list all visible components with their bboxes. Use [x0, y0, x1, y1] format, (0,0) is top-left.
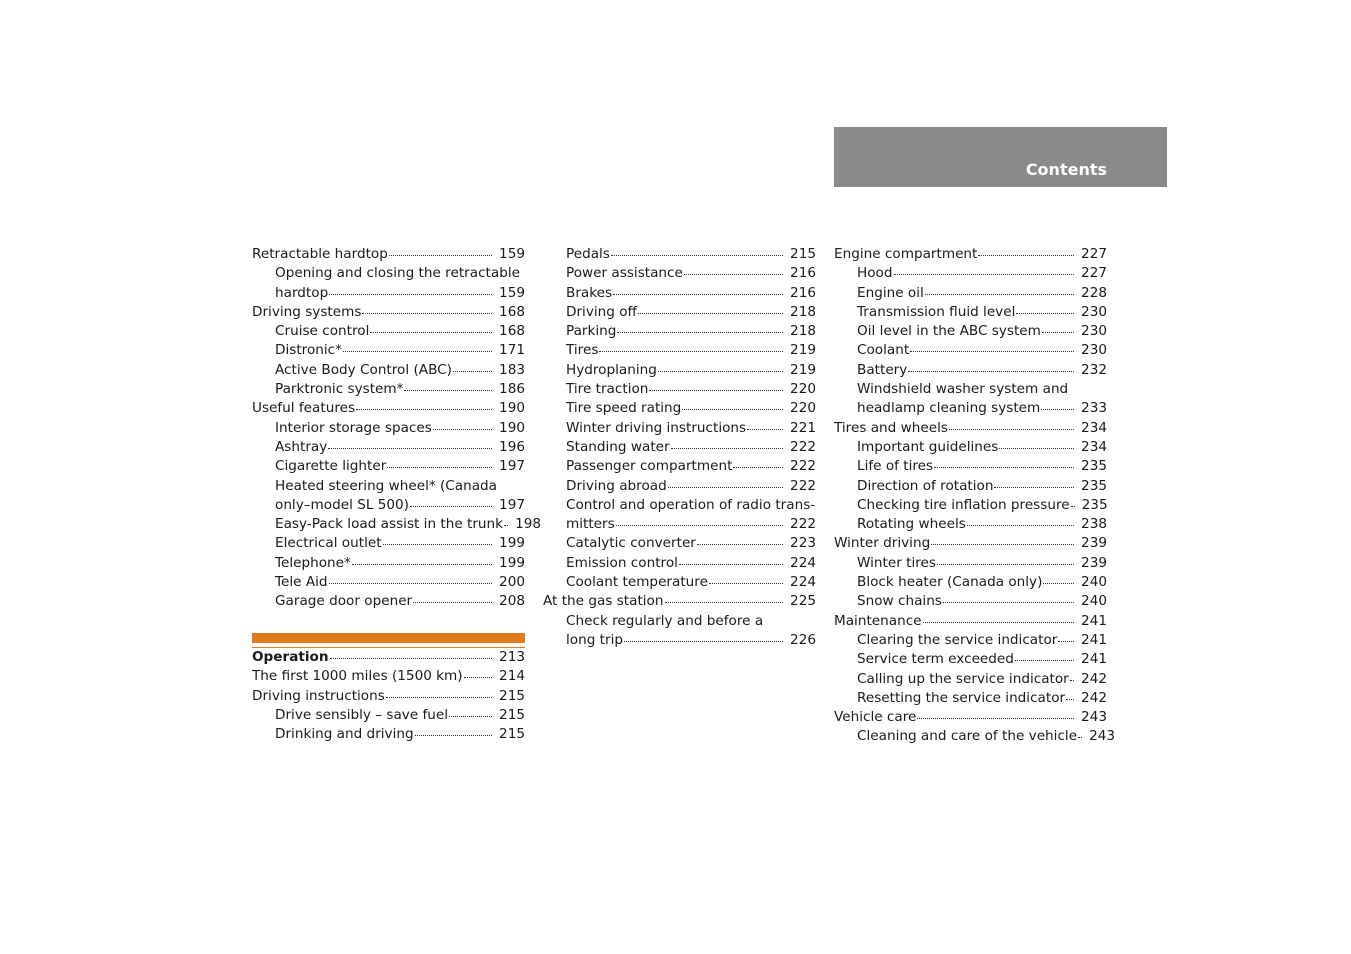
- toc-entry[interactable]: [252, 515, 542, 534]
- toc-entry[interactable]: [252, 706, 525, 725]
- toc-entry-page: 168: [499, 323, 525, 340]
- toc-entry-page: 215: [499, 726, 525, 743]
- toc-entry-title: headlamp cleaning system: [857, 400, 1041, 417]
- toc-entry-page: 241: [1081, 612, 1107, 629]
- toc-entry-title: At the gas station: [543, 593, 664, 610]
- dot-leader: [925, 294, 1074, 295]
- toc-entry-title: Opening and closing the retractable: [275, 265, 520, 282]
- dot-leader: [943, 602, 1074, 603]
- toc-entry-page: 235: [1081, 496, 1108, 513]
- toc-entry-title: The first 1000 miles (1500 km): [252, 668, 463, 685]
- dot-leader: [934, 467, 1074, 468]
- toc-entry-title: Snow chains: [857, 593, 942, 610]
- toc-entry-title: Cigarette lighter: [275, 458, 387, 475]
- dot-leader: [449, 716, 492, 717]
- toc-entry-page: 235: [1081, 458, 1107, 475]
- toc-entry-title: Resetting the service indicator: [857, 689, 1066, 706]
- toc-entry-page: 227: [1081, 265, 1107, 282]
- toc-entry[interactable]: [252, 284, 525, 303]
- toc-entry[interactable]: [543, 631, 816, 650]
- dot-leader: [747, 429, 783, 430]
- toc-entry-page: 227: [1081, 246, 1107, 262]
- dot-leader: [733, 467, 783, 468]
- toc-entry-page: 241: [1081, 651, 1107, 668]
- toc-entry-title: Standing water: [566, 438, 670, 455]
- toc-entry[interactable]: [543, 245, 816, 264]
- dot-leader: [370, 332, 492, 333]
- toc-entry[interactable]: [543, 534, 816, 553]
- toc-entry[interactable]: [252, 648, 525, 667]
- dot-leader: [999, 448, 1074, 449]
- toc-entry-page: 216: [790, 284, 816, 301]
- toc-entry-title: Tires and wheels: [834, 419, 948, 436]
- toc-entry-title: Pedals: [566, 246, 610, 262]
- toc-entry[interactable]: [252, 341, 525, 360]
- dot-leader: [356, 409, 492, 410]
- toc-entry-title: Check regularly and before a: [566, 612, 764, 629]
- toc-entry-page: 222: [790, 516, 816, 533]
- toc-entry[interactable]: [834, 573, 1107, 592]
- toc-entry-title: Easy-Pack load assist in the trunk: [275, 516, 504, 533]
- toc-entry-title: Cruise control: [275, 323, 370, 340]
- toc-entry[interactable]: [252, 457, 525, 476]
- toc-entry[interactable]: [834, 708, 1107, 727]
- dot-leader: [352, 564, 492, 565]
- dot-leader: [616, 525, 783, 526]
- dot-leader: [978, 255, 1074, 256]
- toc-entry[interactable]: [252, 419, 525, 438]
- toc-entry-page: 198: [515, 516, 542, 533]
- toc-entry[interactable]: [543, 399, 816, 418]
- toc-entry-title: Parktronic system*: [275, 381, 404, 398]
- toc-entry[interactable]: [834, 419, 1107, 438]
- toc-entry-title: Maintenance: [834, 612, 922, 629]
- toc-entry[interactable]: [834, 670, 1107, 689]
- toc-entry[interactable]: [252, 399, 525, 418]
- toc-entry[interactable]: [252, 554, 525, 573]
- toc-entry-title: Direction of rotation: [857, 477, 994, 494]
- dot-leader: [967, 525, 1074, 526]
- toc-entry-page: 232: [1081, 361, 1107, 378]
- toc-entry-page: 159: [499, 246, 525, 262]
- dot-leader: [613, 294, 783, 295]
- toc-entry-page: 219: [790, 342, 816, 359]
- dot-leader: [362, 313, 492, 314]
- toc-entry[interactable]: [543, 264, 816, 283]
- toc-entry-title: Engine compartment: [834, 246, 978, 262]
- toc-entry-title: Service term exceeded: [857, 651, 1014, 668]
- toc-entry-page: 199: [499, 554, 525, 571]
- toc-entry[interactable]: [543, 573, 816, 592]
- toc-entry-page: 190: [499, 400, 525, 417]
- dot-leader: [329, 583, 492, 584]
- toc-entry[interactable]: [543, 438, 816, 457]
- toc-entry[interactable]: [252, 534, 525, 553]
- toc-entry[interactable]: [543, 284, 816, 303]
- toc-entry[interactable]: [834, 399, 1107, 418]
- toc-entry-page: 183: [499, 361, 525, 378]
- toc-entry-title: Driving off: [566, 303, 637, 320]
- toc-entry-page: 171: [499, 342, 525, 359]
- dot-leader: [386, 697, 492, 698]
- toc-entry-title: Control and operation of radio trans-: [566, 496, 816, 513]
- toc-entry-page: 235: [1081, 477, 1107, 494]
- toc-entry[interactable]: [834, 303, 1107, 322]
- dot-leader: [931, 544, 1074, 545]
- toc-entry-page: 215: [790, 246, 816, 262]
- toc-entry-page: 241: [1081, 631, 1107, 648]
- toc-entry-page: 233: [1081, 400, 1107, 417]
- toc-entry[interactable]: [252, 496, 525, 515]
- toc-entry-title: Tire traction: [566, 381, 649, 398]
- toc-entry-page: 230: [1081, 342, 1107, 359]
- toc-entry-title: Important guidelines: [857, 438, 999, 455]
- dot-leader: [330, 658, 492, 659]
- toc-entry-page: 214: [499, 668, 525, 685]
- toc-entry[interactable]: [252, 725, 525, 744]
- toc-entry[interactable]: [543, 477, 816, 496]
- page-title: Contents: [1025, 160, 1107, 179]
- section-divider-bar: [252, 633, 525, 643]
- toc-entry-title: Engine oil: [857, 284, 924, 301]
- toc-entry[interactable]: [543, 303, 816, 322]
- toc-entry[interactable]: [252, 667, 525, 686]
- toc-entry-page: 216: [790, 265, 816, 282]
- toc-entry[interactable]: [543, 612, 816, 631]
- dot-leader: [923, 622, 1074, 623]
- toc-column-3: [834, 245, 1116, 747]
- toc-entry[interactable]: [834, 554, 1107, 573]
- toc-entry[interactable]: [834, 612, 1107, 631]
- toc-entry-title: Ashtray: [275, 438, 328, 455]
- toc-entry-title: Interior storage spaces: [275, 419, 432, 436]
- toc-entry-page: 239: [1081, 535, 1107, 552]
- toc-entry-page: 234: [1081, 438, 1107, 455]
- toc-entry-page: 218: [790, 303, 816, 320]
- toc-entry-page: 168: [499, 303, 525, 320]
- toc-entry-page: 197: [499, 496, 525, 513]
- toc-entry-title: Driving abroad: [566, 477, 667, 494]
- toc-entry-title: Cleaning and care of the vehicle: [857, 728, 1078, 745]
- toc-entry-page: 223: [790, 535, 816, 552]
- toc-entry-page: 159: [499, 284, 525, 301]
- dot-leader: [994, 487, 1074, 488]
- dot-leader: [617, 332, 783, 333]
- toc-entry-title: Winter driving instructions: [566, 419, 747, 436]
- toc-entry-page: 238: [1081, 516, 1107, 533]
- toc-entry-title: mitters: [566, 516, 615, 533]
- dot-leader: [383, 544, 492, 545]
- toc-entry-title: Active Body Control (ABC): [275, 361, 452, 378]
- toc-entry[interactable]: [834, 727, 1116, 746]
- dot-leader: [404, 390, 492, 391]
- toc-entry-title: Garage door opener: [275, 593, 413, 610]
- toc-entry[interactable]: [543, 457, 816, 476]
- toc-entry-page: 234: [1081, 419, 1107, 436]
- toc-entry[interactable]: [543, 515, 816, 534]
- toc-entry-title: Hydroplaning: [566, 361, 657, 378]
- toc-entry[interactable]: [543, 322, 816, 341]
- toc-entry-title: Transmission fluid level: [857, 303, 1016, 320]
- dot-leader: [949, 429, 1074, 430]
- toc-entry-title: Windshield washer system and: [857, 381, 1069, 398]
- dot-leader: [453, 371, 492, 372]
- dot-leader: [658, 371, 783, 372]
- dot-leader: [1015, 660, 1074, 661]
- toc-entry-page: 239: [1081, 554, 1107, 571]
- dot-leader: [329, 294, 492, 295]
- toc-entry-page: 221: [790, 419, 816, 436]
- toc-entry-page: 222: [790, 438, 816, 455]
- toc-entry-title: Block heater (Canada only): [857, 574, 1043, 591]
- dot-leader: [682, 409, 783, 410]
- toc-entry-page: 222: [790, 458, 816, 475]
- dot-leader: [709, 583, 783, 584]
- toc-entry-title: Passenger compartment: [566, 458, 733, 475]
- toc-entry-page: 200: [499, 574, 525, 591]
- toc-entry-title: Electrical outlet: [275, 535, 382, 552]
- toc-entry-page: 220: [790, 381, 816, 398]
- toc-entry-title: long trip: [566, 631, 623, 648]
- toc-entry[interactable]: [834, 264, 1107, 283]
- dot-leader: [328, 448, 492, 449]
- toc-entry-page: 240: [1081, 593, 1107, 610]
- toc-entry[interactable]: [543, 380, 816, 399]
- dot-leader: [1043, 583, 1074, 584]
- dot-leader: [917, 718, 1074, 719]
- dot-leader: [894, 274, 1075, 275]
- toc-entry-page: 215: [499, 687, 525, 704]
- toc-entry-page: 225: [790, 593, 816, 610]
- toc-entry-title: Checking tire inflation pressure: [857, 496, 1070, 513]
- toc-entry-title: Tire speed rating: [566, 400, 682, 417]
- dot-leader: [415, 735, 492, 736]
- toc-entry[interactable]: [252, 438, 525, 457]
- toc-entry-page: 196: [499, 438, 525, 455]
- toc-entry-page: 230: [1081, 303, 1107, 320]
- toc-entry-page: 222: [790, 477, 816, 494]
- toc-entry-title: Power assistance: [566, 265, 683, 282]
- toc-entry[interactable]: [834, 631, 1107, 650]
- toc-column-1-bottom: [252, 648, 525, 744]
- dot-leader: [1058, 641, 1074, 642]
- toc-entry[interactable]: [834, 341, 1107, 360]
- dot-leader: [1041, 409, 1074, 410]
- toc-entry-title: hardtop: [275, 284, 329, 301]
- toc-entry-title: Drinking and driving: [275, 726, 414, 743]
- toc-entry-page: 240: [1081, 574, 1107, 591]
- toc-entry-page: 186: [499, 381, 525, 398]
- dot-leader: [679, 564, 783, 565]
- header-bar: [834, 127, 1167, 187]
- toc-entry-title: Brakes: [566, 284, 613, 301]
- toc-entry-title: Clearing the service indicator: [857, 631, 1058, 648]
- toc-entry-title: Distronic*: [275, 342, 342, 359]
- dot-leader: [504, 525, 508, 526]
- toc-entry-page: 220: [790, 400, 816, 417]
- toc-entry[interactable]: [252, 303, 525, 322]
- toc-entry-title: Coolant: [857, 342, 910, 359]
- dot-leader: [1078, 737, 1082, 738]
- toc-entry-title: Oil level in the ABC system: [857, 323, 1041, 340]
- toc-entry-page: 199: [499, 535, 525, 552]
- toc-entry-title: Vehicle care: [834, 709, 917, 726]
- toc-entry-page: 219: [790, 361, 816, 378]
- toc-entry-page: 197: [499, 458, 525, 475]
- dot-leader: [389, 255, 492, 256]
- toc-entry[interactable]: [834, 284, 1107, 303]
- dot-leader: [684, 274, 783, 275]
- toc-entry[interactable]: [252, 573, 525, 592]
- toc-entry-title: Hood: [857, 265, 893, 282]
- dot-leader: [638, 313, 783, 314]
- toc-entry-page: 218: [790, 323, 816, 340]
- toc-entry[interactable]: [834, 477, 1107, 496]
- dot-leader: [410, 506, 492, 507]
- toc-entry[interactable]: [834, 457, 1107, 476]
- toc-entry[interactable]: [834, 689, 1107, 708]
- toc-entry-title: Tele Aid: [275, 574, 328, 591]
- toc-entry-title: Parking: [566, 323, 617, 340]
- toc-entry-title: Driving instructions: [252, 687, 385, 704]
- toc-entry[interactable]: [252, 361, 525, 380]
- dot-leader: [908, 371, 1074, 372]
- toc-entry-page: 228: [1081, 284, 1107, 301]
- toc-entry[interactable]: [543, 496, 816, 515]
- toc-entry[interactable]: [252, 592, 525, 611]
- toc-entry-title: Rotating wheels: [857, 516, 966, 533]
- toc-entry[interactable]: [252, 322, 525, 341]
- dot-leader: [624, 641, 783, 642]
- toc-entry[interactable]: [543, 419, 816, 438]
- dot-leader: [649, 390, 783, 391]
- toc-entry-title: Battery: [857, 361, 908, 378]
- toc-entry[interactable]: [252, 687, 525, 706]
- toc-entry[interactable]: [834, 496, 1107, 515]
- toc-entry-title: Catalytic converter: [566, 535, 696, 552]
- toc-column-2: [543, 245, 816, 650]
- toc-entry-page: 243: [1089, 728, 1116, 745]
- dot-leader: [937, 564, 1074, 565]
- toc-entry-title: Winter tires: [857, 554, 936, 571]
- toc-entry[interactable]: [252, 380, 525, 399]
- dot-leader: [413, 602, 492, 603]
- toc-entry[interactable]: [543, 554, 816, 573]
- toc-entry[interactable]: [834, 380, 1107, 399]
- toc-entry[interactable]: [834, 322, 1107, 341]
- toc-entry-title: Useful features: [252, 400, 356, 417]
- toc-entry-page: 226: [790, 631, 816, 648]
- toc-entry-title: Driving systems: [252, 303, 362, 320]
- toc-entry[interactable]: [252, 245, 525, 264]
- dot-leader: [668, 487, 783, 488]
- toc-entry-page: 242: [1081, 689, 1107, 706]
- dot-leader: [433, 429, 492, 430]
- toc-entry-title: Telephone*: [275, 554, 351, 571]
- toc-entry[interactable]: [834, 534, 1107, 553]
- toc-entry-page: 242: [1081, 670, 1107, 687]
- toc-entry-title: Heated steering wheel* (Canada: [275, 477, 498, 494]
- dot-leader: [343, 351, 492, 352]
- toc-entry-page: 224: [790, 554, 816, 571]
- toc-entry[interactable]: [834, 438, 1107, 457]
- toc-entry[interactable]: [834, 650, 1107, 669]
- dot-leader: [1066, 699, 1074, 700]
- toc-entry-title: Emission control: [566, 554, 678, 571]
- dot-leader: [671, 448, 783, 449]
- toc-entry-title: Calling up the service indicator: [857, 670, 1069, 687]
- toc-entry[interactable]: [834, 361, 1107, 380]
- toc-column-1-top: [252, 245, 542, 612]
- toc-entry-page: 224: [790, 574, 816, 591]
- dot-leader: [1016, 313, 1074, 314]
- toc-entry-page: 213: [499, 649, 525, 665]
- dot-leader: [1042, 332, 1074, 333]
- dot-leader: [1071, 506, 1075, 507]
- toc-entry-title: Operation: [252, 649, 329, 665]
- toc-entry-page: 230: [1081, 323, 1107, 340]
- toc-entry[interactable]: [834, 515, 1107, 534]
- dot-leader: [697, 544, 783, 545]
- toc-entry-page: 243: [1081, 709, 1107, 726]
- toc-entry-title: only–model SL 500): [275, 496, 409, 513]
- dot-leader: [387, 467, 492, 468]
- dot-leader: [611, 255, 783, 256]
- dot-leader: [1070, 680, 1074, 681]
- dot-leader: [665, 602, 784, 603]
- toc-entry-title: Winter driving: [834, 535, 931, 552]
- toc-entry-title: Coolant temperature: [566, 574, 708, 591]
- toc-entry[interactable]: [834, 592, 1107, 611]
- toc-entry-title: Drive sensibly – save fuel: [275, 706, 449, 723]
- toc-entry[interactable]: [543, 592, 816, 611]
- toc-entry[interactable]: [252, 264, 525, 283]
- toc-entry-title: Retractable hardtop: [252, 246, 388, 262]
- toc-entry[interactable]: [252, 477, 525, 496]
- toc-entry[interactable]: [543, 361, 816, 380]
- toc-entry[interactable]: [543, 341, 816, 360]
- toc-entry-page: 190: [499, 419, 525, 436]
- dot-leader: [599, 351, 783, 352]
- toc-entry[interactable]: [834, 245, 1107, 264]
- toc-entry-page: 208: [499, 593, 525, 610]
- toc-entry-title: Tires: [566, 342, 599, 359]
- dot-leader: [910, 351, 1074, 352]
- toc-entry-page: 215: [499, 706, 525, 723]
- dot-leader: [464, 677, 492, 678]
- toc-entry-title: Life of tires: [857, 458, 934, 475]
